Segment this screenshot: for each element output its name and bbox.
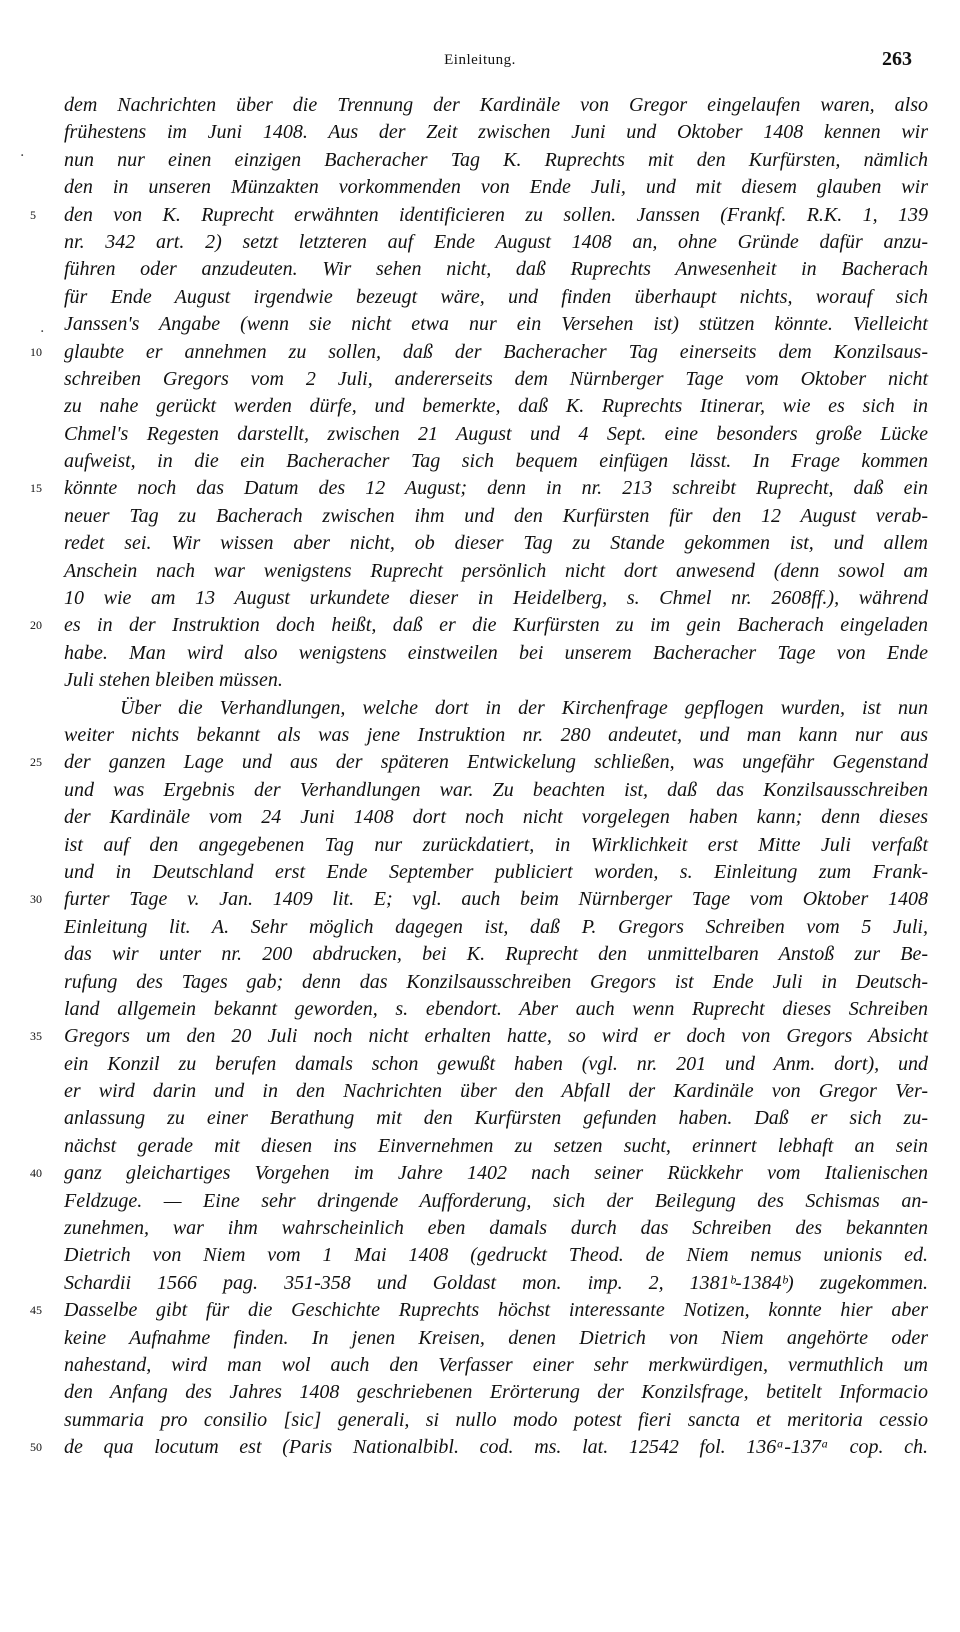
line-text: könnte noch das Datum des 12 August; denn in nr. 213 schreibt Ruprecht, daß ein [64,477,928,500]
line-text: schreiben Gregors vom 2 Juli, andererseits dem Nürnberger Tage vom Oktober nicht [64,367,928,390]
text-line [64,1215,928,1242]
text-line [30,339,928,366]
text-line [64,256,928,283]
text-line [30,475,928,502]
text-line [64,1270,928,1297]
line-text: de qua locutum est (Paris Nationalbibl. cod. ms. lat. 12542 fol. 136ᵃ-137ᵃ cop. ch. [64,1436,928,1459]
line-number: 50 [30,1440,42,1455]
text-line [64,284,928,311]
text-line [64,229,928,256]
text-line [64,393,928,420]
line-text: den in unseren Münzakten vorkommenden von Ende Juli, und mit diesem glauben wir [64,176,928,199]
line-text: rufung des Tages gab; denn das Konzilsausschreiben Gregors ist Ende Juli in Deutsch- [64,970,928,993]
line-text: 10 wie am 13 August urkundete dieser in Heidelberg, s. Chmel nr. 2608ff.), während [64,587,928,610]
line-text: nr. 342 art. 2) setzt letzteren auf Ende August 1408 an, ohne Gründe dafür anzu- [64,230,928,253]
text-line [64,996,928,1023]
text-line [64,585,928,612]
line-number: 20 [30,618,42,633]
line-text: und was Ergebnis der Verhandlungen war. Zu beachten ist, daß das Konzilsausschreiben [64,778,928,801]
line-text: ist auf den angegebenen Tag nur zurückdatiert, in Wirklichkeit erst Mitte Juli verfaßt [64,833,928,856]
line-text: der Kardinäle vom 24 Juni 1408 dort noch nicht vorgelegen haben kann; denn dieses [64,806,928,829]
text-line [64,667,928,694]
text-line [64,1242,928,1269]
line-text: Anschein nach war wenigstens Ruprecht persönlich nicht dort anwesend (denn sowol am [64,559,928,582]
text-line [64,969,928,996]
text-line [64,1051,928,1078]
line-number: 10 [30,344,42,359]
text-line [64,640,928,667]
line-text: weiter nichts bekannt als was jene Instruktion nr. 280 andeutet, und man kann nur aus [64,723,928,746]
text-line [30,1297,928,1324]
line-text: ganz gleichartiges Vorgehen im Jahre 1402 nach seiner Rückkehr vom Italienischen [64,1162,928,1185]
line-text: land allgemein bekannt geworden, s. ebendort. Aber auch wenn Ruprecht dieses Schreiben [64,997,928,1020]
text-line [30,612,928,639]
line-text: habe. Man wird also wenigstens einstweilen bei unserem Bacheracher Tage von Ende [64,641,928,664]
page-number: 263 [882,48,912,70]
line-number: 5 [30,207,36,222]
text-line [64,119,928,146]
line-text: den von K. Ruprecht erwähnten identificieren zu sollen. Janssen (Frankf. R.K. 1, 139 [64,203,928,226]
line-number: 30 [30,892,42,907]
line-text: führen oder anzudeuten. Wir sehen nicht, daß Ruprechts Anwesenheit in Bacherach [64,258,928,281]
line-text: Feldzuge. — Eine sehr dringende Aufforderung, sich der Beilegung des Schismas an- [64,1189,928,1212]
line-text: redet sei. Wir wissen aber nicht, ob dieser Tag zu Stande gekommen ist, und allem [64,532,928,555]
text-line [64,92,928,119]
line-text: Schardii 1566 pag. 351-358 und Goldast mon. imp. 2, 1381ᵇ-1384ᵇ) zugekommen. [64,1271,928,1294]
text-line [64,503,928,530]
line-text: Juli stehen bleiben müssen. [64,669,283,692]
line-text: Über die Verhandlungen, welche dort in der Kirchenfrage gepflogen wurden, ist nun [120,696,928,719]
line-text: frühestens im Juni 1408. Aus der Zeit zwischen Juni und Oktober 1408 kennen wir [64,121,928,144]
line-text: zunehmen, war ihm wahrscheinlich eben damals durch das Schreiben des bekannten [64,1217,928,1240]
text-line [64,859,928,886]
text-line [64,147,928,174]
line-text: nahestand, wird man wol auch den Verfasser einer sehr merkwürdigen, vermuthlich um [64,1353,928,1376]
text-line [30,886,928,913]
line-text: ein Konzil zu berufen damals schon gewußt haben (vgl. nr. 201 und Anm. dort), und [64,1052,928,1075]
text-line [64,941,928,968]
text-line [64,174,928,201]
text-line [30,1023,928,1050]
line-text: anlassung zu einer Berathung mit den Kurfürsten gefunden haben. Daß er sich zu- [64,1107,928,1130]
text-line [64,1133,928,1160]
text-line [30,1434,928,1461]
line-text: nächst gerade mit diesen ins Einvernehmen zu setzen sucht, erinnert lebhaft an sein [64,1134,928,1157]
line-number: 35 [30,1029,42,1044]
line-text: Einleitung lit. A. Sehr möglich dagegen ist, daß P. Gregors Schreiben vom 5 Juli, [64,915,928,938]
line-text: den Anfang des Jahres 1408 geschriebenen Erörterung der Konzilsfrage, betitelt Informacio [64,1381,928,1404]
margin-mark: . [40,320,45,336]
line-text: Chmel's Regesten darstellt, zwischen 21 August und 4 Sept. eine besonders große Lücke [64,422,928,445]
line-text: Dietrich von Niem vom 1 Mai 1408 (gedruckt Theod. de Niem nemus unionis ed. [64,1244,928,1267]
text-line [64,1188,928,1215]
text-line [64,1325,928,1352]
text-line [64,1078,928,1105]
text-line [64,558,928,585]
line-text: das wir unter nr. 200 abdrucken, bei K. Ruprecht den unmittelbaren Anstoß zur Be- [64,943,928,966]
line-text: nun nur einen einzigen Bacheracher Tag K. Ruprechts mit den Kurfürsten, nämlich [64,148,928,171]
line-text: Gregors um den 20 Juli noch nicht erhalten hatte, so wird er doch von Gregors Absicht [64,1025,928,1048]
text-line [64,448,928,475]
line-number: 40 [30,1166,42,1181]
margin-mark: · [20,148,25,164]
text-line [64,1379,928,1406]
text-line [64,804,928,831]
text-line [30,749,928,776]
line-text: für Ende August irgendwie bezeugt wäre, und finden überhaupt nichts, worauf sich [64,285,928,308]
text-line [30,202,928,229]
line-text: es in der Instruktion doch heißt, daß er die Kurfürsten zu im gein Bacherach eingeladen [64,614,928,637]
text-line [64,311,928,338]
line-text: furter Tage v. Jan. 1409 lit. E; vgl. auch beim Nürnberger Tage vom Oktober 1408 [64,888,928,911]
line-text: Janssen's Angabe (wenn sie nicht etwa nur ein Versehen ist) stützen könnte. Vielleicht [64,313,928,336]
line-text: glaubte er annehmen zu sollen, daß der Bacheracher Tag einerseits dem Konzilsaus- [64,340,928,363]
line-text: dem Nachrichten über die Trennung der Kardinäle von Gregor eingelaufen waren, also [64,94,928,116]
line-text: neuer Tag zu Bacherach zwischen ihm und den Kurfürsten für den 12 August verab- [64,504,928,527]
line-number: 15 [30,481,42,496]
line-text: keine Aufnahme finden. In jenen Kreisen, denen Dietrich von Niem angehörte oder [64,1326,928,1349]
text-line [64,1407,928,1434]
text-line [64,530,928,557]
line-text: und in Deutschland erst Ende September publiciert worden, s. Einleitung zum Frank- [64,860,928,883]
text-line [64,722,928,749]
text-line [64,777,928,804]
line-text: summaria pro consilio [sic] generali, si nullo modo potest fieri sancta et meritoria cessio [64,1408,928,1431]
text-line [64,1352,928,1379]
text-line [64,1105,928,1132]
body-text [30,92,928,1462]
text-line [64,366,928,393]
line-number: 45 [30,1303,42,1318]
line-text: Dasselbe gibt für die Geschichte Ruprechts höchst interessante Notizen, konnte hier aber [64,1299,928,1322]
text-line [64,914,928,941]
line-text: zu nahe gerückt werden dürfe, und bemerkte, daß K. Ruprechts Itinerar, wie es sich in [64,395,928,418]
text-line [30,1160,928,1187]
line-text: aufweist, in die ein Bacheracher Tag sich bequem einfügen lässt. In Frage kommen [64,450,928,473]
line-text: der ganzen Lage und aus der späteren Entwickelung schließen, was ungefähr Gegenstand [64,751,928,774]
page-header [0,46,960,76]
text-line [64,421,928,448]
running-head: Einleitung. [444,52,516,68]
line-text: er wird darin und in den Nachrichten über den Abfall der Kardinäle von Gregor Ver- [64,1080,928,1103]
line-number: 25 [30,755,42,770]
text-line [64,832,928,859]
text-line [64,695,928,722]
